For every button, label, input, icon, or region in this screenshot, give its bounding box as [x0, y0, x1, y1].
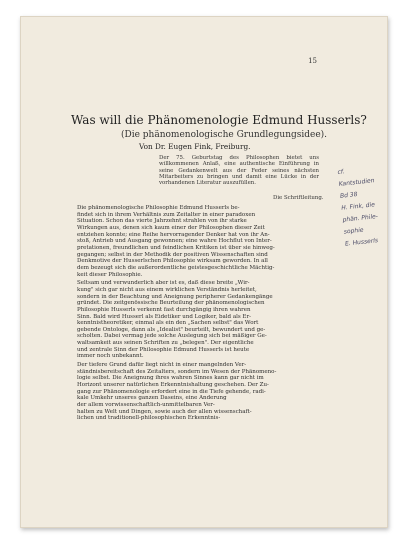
body-line: entziehen konnte; eine Reihe hervorragender Denker hat von ihr An-: [77, 231, 270, 238]
article-body: [77, 205, 321, 422]
body-line: logie selbst. Die Aneignung ihres wahren Sinnes kann gar nicht im: [77, 375, 264, 382]
handwriting-line: phän. Phile-: [342, 213, 379, 224]
body-line: gegangen; selbst in der Methodik der positiven Wissenschaften sind: [77, 251, 268, 258]
body-line: sondern in der Beachtung und Aneignung peripherer Gedankengänge: [77, 293, 273, 300]
handwriting-line: sophie: [343, 226, 364, 236]
body-line: Seltsam und verwunderlich aber ist es, daß diese breite „Wir-: [77, 280, 250, 287]
body-line: stoß, Antrieb und Ausgang gewonnen; eine wahre Hochflut von Inter-: [77, 238, 272, 245]
handwriting-line: cf.: [337, 168, 346, 176]
article-subtitle: (Die phänomenologische Grundlegungsidee).: [121, 130, 328, 140]
body-line: Der tiefere Grund dafür liegt nicht in einer mangelnden Ver-: [77, 362, 247, 369]
body-line: Sinn. Bald wird Husserl als Eidetiker und Logiker, bald als Er-: [77, 313, 251, 320]
document-page: [20, 16, 388, 528]
body-line: Denkmotive der Husserlschen Philosophie wirksam geworden. In all: [77, 258, 268, 265]
body-line: gang zur Phänomenologie erfordert eine in die Tiefe gehende, radi-: [77, 388, 266, 395]
body-line: findet sich in ihrem Verhältnis zum Zeitalter in einer paradoxen: [77, 211, 256, 218]
body-line: kenntnistheoretiker, einmal als ein den „Sachen selbst" das Wort: [77, 320, 259, 327]
body-line: kale Umkehr unseres ganzen Daseins, eine Änderung: [77, 395, 227, 402]
handwriting-line: H. Fink, die: [340, 201, 376, 212]
body-line: scholten. Dabei vermag jede solche Auslegung sich bei mäßiger Ge-: [77, 333, 267, 340]
editor-note: Der 75. Geburtstag des Philosophen bietet uns willkommenen Anlaß, eine authentische Einführung in seine Gedankenwelt aus der Feder seines nächsten Mitarbeiters zu bringen und damit eine Lücke in der vorhandenen Literatur auszufüllen.: [159, 155, 319, 187]
body-line: pretationen, freundlichen und feindlichen Kritiken ist über sie hinweg-: [77, 244, 275, 251]
body-line: lichen und traditionell-philosophischen Erkenntnis-: [77, 415, 221, 422]
body-line: Horizont unserer natürlichen Erkenntnishaltung geschehen. Der Zu-: [77, 382, 269, 389]
page-number: 15: [308, 57, 317, 65]
body-line: waltsamkeit aus seinen Schriften zu „belegen". Der eigentliche: [77, 340, 254, 347]
body-line: Situation. Schon das vierte Jahrzehnt strahlen von ihr starke: [77, 218, 247, 225]
handwriting-line: Kantstudien: [338, 177, 375, 188]
body-line: Wirkungen aus, denen sich kaum einer der Philosophen dieser Zeit: [77, 224, 265, 231]
handwriting-line: Bd 38: [339, 191, 358, 200]
editor-signature: Die Schriftleitung.: [273, 195, 324, 201]
body-line: Philosophie Husserls verkennt fast durchgängig ihren wahren: [77, 306, 251, 313]
body-line: immer noch unbekannt.: [77, 353, 144, 360]
handwritten-annotation: [337, 159, 400, 250]
handwriting-line: E. Husserls: [344, 237, 379, 248]
author-line: Von Dr. Eugen Fink, Freiburg.: [139, 142, 251, 151]
body-line: der allem vorwissenschaftlich-unmittelbaren Ver-: [77, 402, 215, 409]
body-line: kung" sich gar nicht aus einem wirklichen Verständnis herleitet,: [77, 286, 257, 293]
article-title: Was will die Phänomenologie Edmund Husserls?: [71, 113, 367, 127]
body-line: und zentrale Sinn der Philosophie Edmund Husserls ist heute: [77, 346, 250, 353]
body-line: gebende Ontologe, dann als „Idealist" beurteilt, bewundert und ge-: [77, 326, 266, 333]
body-line: dem bezeugt sich die außerordentliche geistesgeschichtliche Mächtig-: [77, 264, 275, 271]
body-line: halten zu Welt und Dingen, sowie auch der allen wissenschaft-: [77, 408, 252, 415]
body-line: gründet. Die zeitgenössische Beurteilung der phänomenologischen: [77, 300, 265, 307]
body-line: ständnisbereitschaft des Zeitalters, sondern im Wesen der Phänomeno-: [77, 368, 277, 375]
body-line: keit dieser Philosophie.: [77, 271, 143, 278]
body-line: Die phänomenologische Philosophie Edmund Husserls be-: [77, 205, 240, 211]
